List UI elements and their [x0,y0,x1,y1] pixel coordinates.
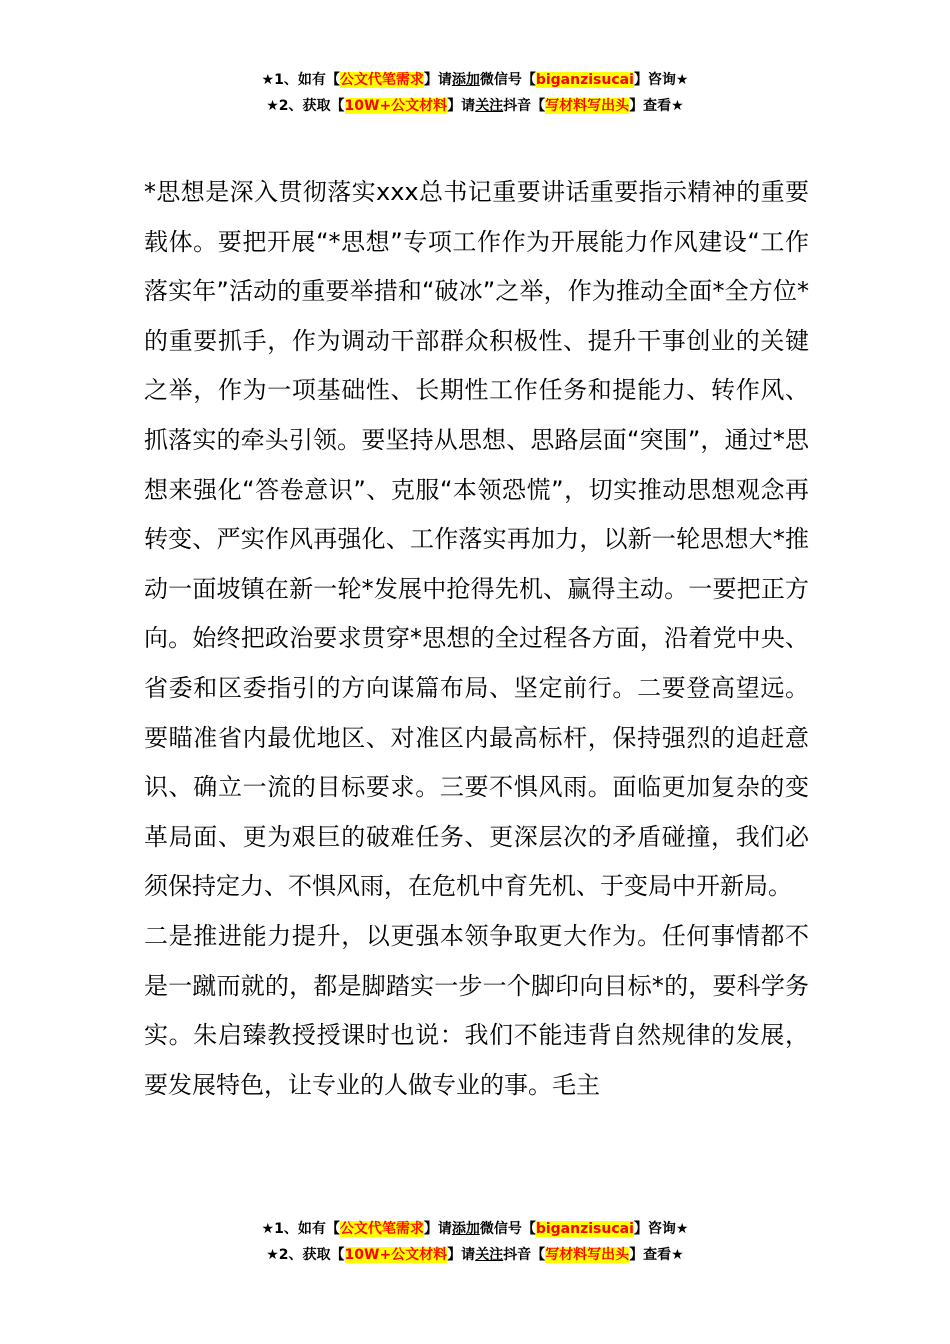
header-line-2-underlined: 关注 [475,98,504,114]
header-line-2-mid: 】请 [447,98,476,114]
header-line-2-mid2: 抖音【 [503,98,546,114]
footer-line-2-highlight-douyin: 写材料写出头 [545,1247,630,1263]
header-line-1-suffix: 】咨询★ [633,72,689,88]
footer-line-1-highlight-service: 公文代笔需求 [339,1221,424,1237]
header-line-1-underlined: 添加 [451,72,480,88]
body-paragraph-1: *思想是深入贯彻落实xxx总书记重要讲话重要指示精神的重要载体。要把开展“*思想”专项工作作为开展能力作风建设“工作落实年”活动的重要举措和“破冰”之举，作为推动全面*全方位*的重要抓手，作为调动干部群众积极性、提升干事创业的关键之举，作为一项基础性、长期性工作任务和提能力、转作风、抓落实的牵头引领。要坚持从思想、思路层面“突围”，通过*思想来强化“答卷意识”、克服“本领恐慌”，切实推动思想观念再转变、严实作风再强化、工作落实再加力，以新一轮思想大*推动一面坡镇在新一轮*发展中抢得先机、赢得主动。一要把正方向。始终把政治要求贯穿*思想的全过程各方面，沿着党中央、省委和区委指引的方向谋篇布局、坚定前行。二要登高望远。要瞄准省内最优地区、对准区内最高标杆，保持强烈的追赶意识、确立一流的目标要求。三要不惧风雨。面临更加复杂的变革局面、更为艰巨的破难任务、更深层次的矛盾碰撞，我们必须保持定力、不惧风雨，在危机中育先机、于变局中开新局。 [144,178,809,901]
header-line-2-suffix: 】查看★ [629,98,684,114]
footer-line-1-suffix: 】咨询★ [633,1221,689,1237]
footer-line-1 [0,1216,950,1242]
body-paragraph-2: 二是推进能力提升，以更强本领争取更大作为。任何事情都不是一蹴而就的，都是脚踏实一步一个脚印向目标*的，要科学务实。朱启臻教授授课时也说：我们不能违背自然规律的发展，要发展特色，让专业的人做专业的事。毛主 [144,921,809,1099]
header-line-1-mid: 】请 [423,72,452,88]
footer-banner [0,1216,950,1268]
header-line-2-highlight-materials: 10W+公文材料 [344,98,448,114]
footer-line-1-mid2: 微信号【 [479,1221,536,1237]
header-line-1-mid2: 微信号【 [479,72,536,88]
footer-line-1-prefix: ★1、如有【 [261,1221,340,1237]
footer-line-2-mid2: 抖音【 [503,1247,546,1263]
footer-line-2-highlight-materials: 10W+公文材料 [344,1247,448,1263]
footer-line-2-underlined: 关注 [475,1247,504,1263]
header-line-1 [0,67,950,93]
footer-line-2-mid: 】请 [447,1247,476,1263]
document-body [144,168,809,1110]
header-line-1-highlight-service: 公文代笔需求 [339,72,424,88]
header-line-2-highlight-douyin: 写材料写出头 [545,98,630,114]
header-line-1-highlight-wechat: biganzisucai [535,72,634,88]
footer-line-1-underlined: 添加 [451,1221,480,1237]
footer-line-2-prefix: ★2、获取【 [266,1247,345,1263]
header-line-1-prefix: ★1、如有【 [261,72,340,88]
footer-line-2 [0,1242,950,1268]
footer-line-1-mid: 】请 [423,1221,452,1237]
footer-line-2-suffix: 】查看★ [629,1247,684,1263]
header-line-2 [0,93,950,119]
header-banner [0,67,950,119]
header-line-2-prefix: ★2、获取【 [266,98,345,114]
footer-line-1-highlight-wechat: biganzisucai [535,1221,634,1237]
